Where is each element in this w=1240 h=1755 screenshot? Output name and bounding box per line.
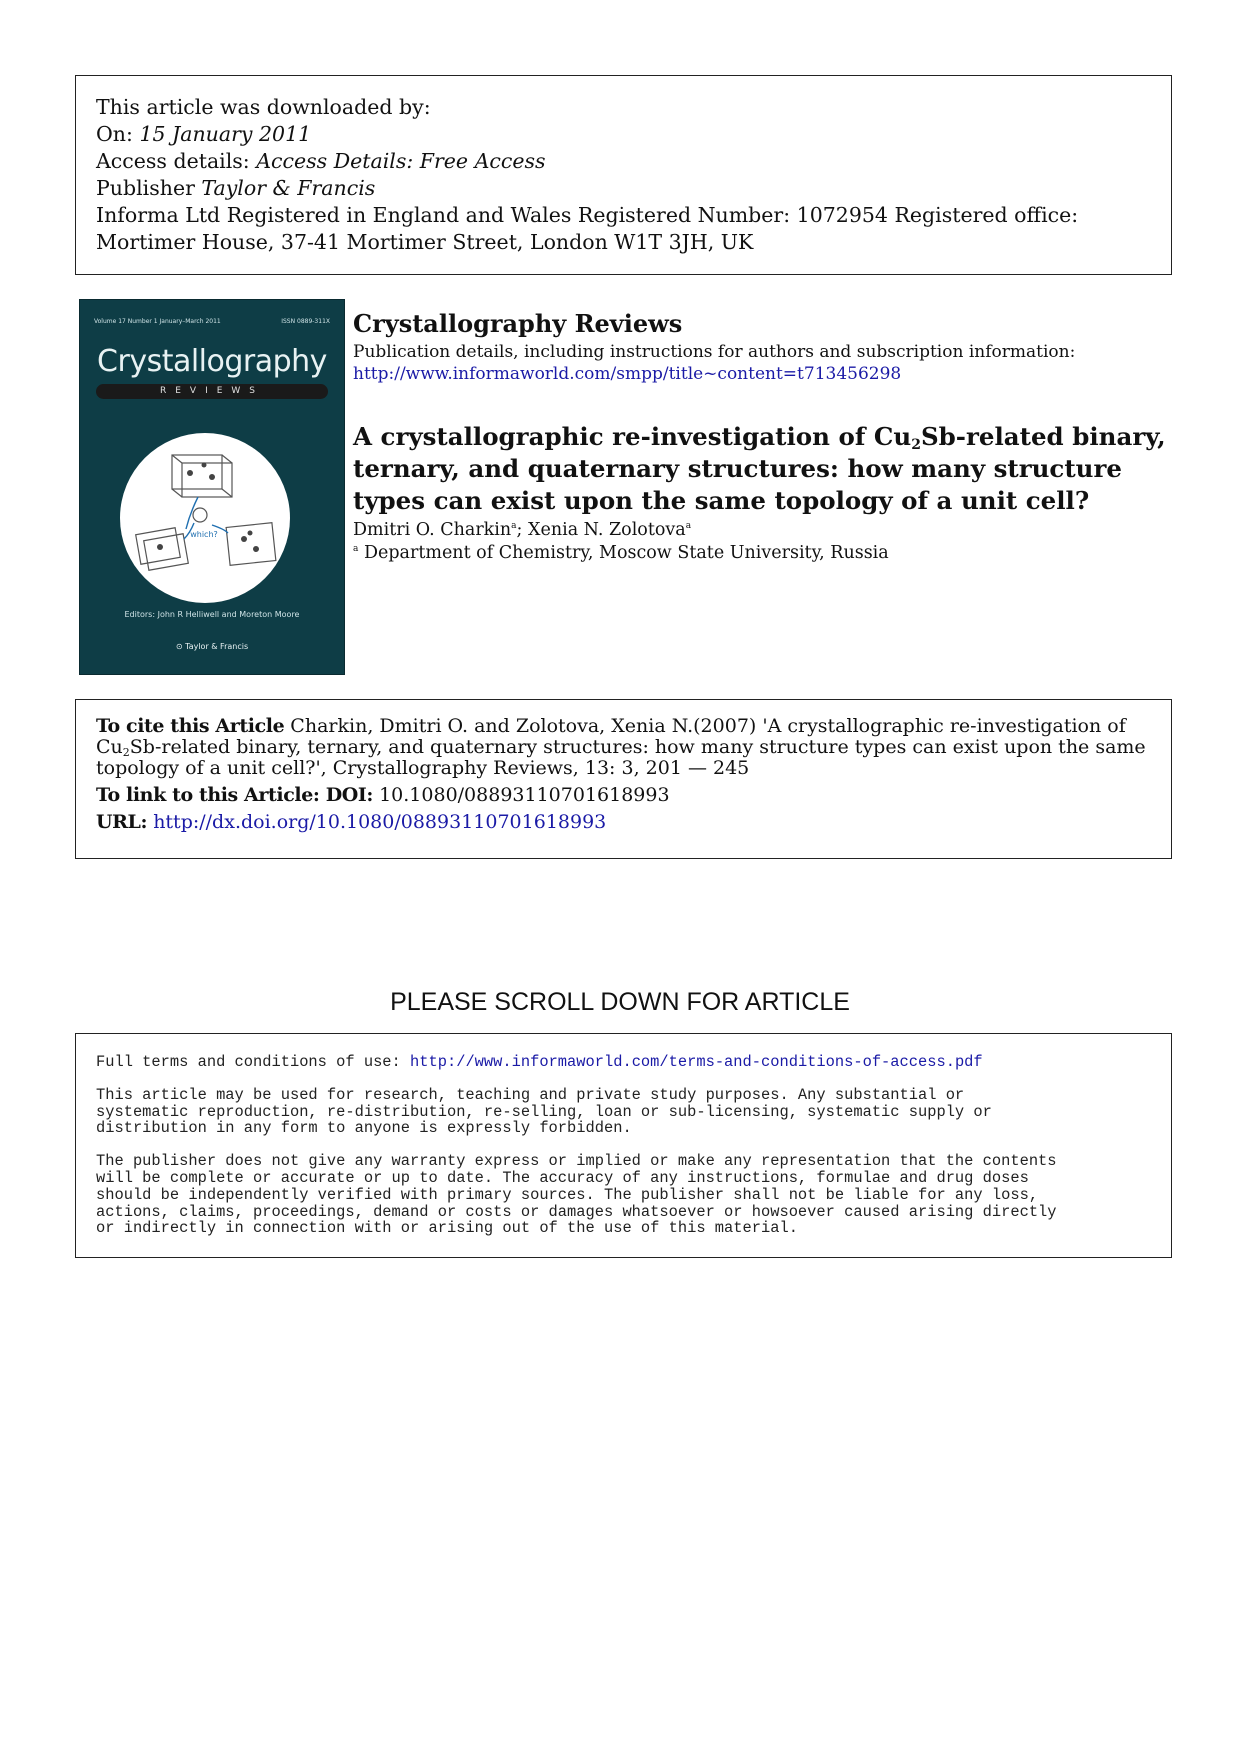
journal-title: Crystallography Reviews (353, 309, 683, 338)
publication-details: Publication details, including instructions for authors and subscription information: (353, 342, 1076, 362)
article-title-subscript: 2 (911, 437, 921, 453)
cover-volume-text: Volume 17 Number 1 January–March 2011 (94, 318, 221, 325)
url-label: URL: (96, 811, 148, 833)
cover-issn-text: ISSN 0889-311X (281, 318, 330, 325)
download-info-box (75, 75, 1172, 275)
author-2-aff-mark: a (685, 521, 692, 531)
publisher-logo-text: Taylor & Francis (185, 642, 249, 651)
affiliation-mark: a (353, 544, 359, 554)
registration-text: Informa Ltd Registered in England and Wales Registered Number: 1072954 Registered office: Mortimer House, 37-41 Mortimer Street, London W1T 3JH, UK (96, 203, 1079, 254)
cover-title: Crystallography (97, 344, 327, 379)
cite-text-part1: Charkin, Dmitri O. and Zolotova, Xenia N.(2007) 'A crystallographic re-investigation of Cu (96, 715, 1126, 758)
affiliation-text: Department of Chemistry, Moscow State University, Russia (358, 542, 889, 563)
download-date-line (96, 121, 1151, 148)
journal-info (353, 310, 1173, 385)
doi-row (96, 785, 1151, 806)
cover-top-info (94, 318, 330, 325)
cover-editors: Editors: John R Helliwell and Moreton Moore (124, 610, 300, 619)
affiliation-line (353, 538, 889, 564)
author-1: Dmitri O. Charkin (353, 519, 512, 540)
url-row (96, 812, 1151, 833)
publisher-logo (80, 642, 344, 651)
terms-paragraph-usage: This article may be used for research, teaching and private study purposes. Any substantial or systematic reproduction, re-distribution, re-selling, loan or sub-licensing, systematic supply or distribution in any form to anyone is expressly forbidden. (96, 1085, 992, 1138)
access-details-value: Access Details: Free Access (256, 149, 546, 173)
article-title (353, 421, 1173, 517)
author-1-aff-mark: a (511, 521, 517, 531)
citation-box (75, 699, 1172, 859)
publisher-line (96, 175, 1151, 202)
authors-line (353, 515, 691, 541)
terms-line (96, 1054, 1151, 1071)
cite-text-part2: Sb-related binary, ternary, and quaternary structures: how many structure types can exist upon the same topology of a unit cell?', Crystallography Reviews, 13: 3, 201 — 245 (96, 736, 1146, 779)
doi-url-link[interactable]: http://dx.doi.org/10.1080/08893110701618993 (153, 811, 607, 833)
cite-subscript: 2 (122, 746, 130, 759)
terms-link[interactable]: http://www.informaworld.com/terms-and-conditions-of-access.pdf (410, 1053, 983, 1071)
article-title-part1: A crystallographic re-investigation of Cu (353, 422, 912, 451)
article-title-part2: Sb-related binary, ternary, and quaternary structures: how many structure types can exist upon the same topology of a unit cell? (353, 422, 1166, 515)
author-2: ; Xenia N. Zolotova (516, 519, 686, 540)
cover-subtitle-bar: REVIEWS (96, 384, 328, 399)
journal-cover-image (79, 299, 345, 675)
publisher-value: Taylor & Francis (201, 176, 376, 200)
terms-box (75, 1033, 1172, 1258)
download-date-value: 15 January 2011 (139, 122, 312, 146)
scroll-down-notice: PLEASE SCROLL DOWN FOR ARTICLE (390, 988, 850, 1016)
terms-label: Full terms and conditions of use: (96, 1053, 411, 1071)
cover-center-label: which? (190, 530, 218, 539)
doi-label: To link to this Article: DOI: (96, 784, 374, 806)
download-date-label: On: (96, 122, 140, 146)
doi-value: 10.1080/08893110701618993 (373, 784, 670, 806)
cover-illustration (120, 433, 290, 603)
cite-row (96, 716, 1151, 779)
terms-paragraph-warranty: The publisher does not give any warranty express or implied or make any representation that the contents will be complete or accurate or up to date. The accuracy of any instructions, formulae and drug doses should be independently verified with primary sources. The publisher shall not be liable for any loss, actions, claims, proceedings, demand or costs or damages whatsoever or howsoever caused arising directly or indirectly in connection with or arising out of the use of this material. (96, 1152, 1057, 1238)
publisher-label: Publisher (96, 176, 202, 200)
access-details-line (96, 148, 1151, 175)
cite-label: To cite this Article (96, 715, 285, 737)
publisher-logo-icon: ⊙ (175, 642, 186, 651)
downloaded-by-line: This article was downloaded by: (96, 95, 431, 119)
journal-link[interactable]: http://www.informaworld.com/smpp/title~content=t713456298 (353, 364, 902, 384)
access-details-label: Access details: (96, 149, 257, 173)
crystal-structures-icon (120, 433, 290, 603)
